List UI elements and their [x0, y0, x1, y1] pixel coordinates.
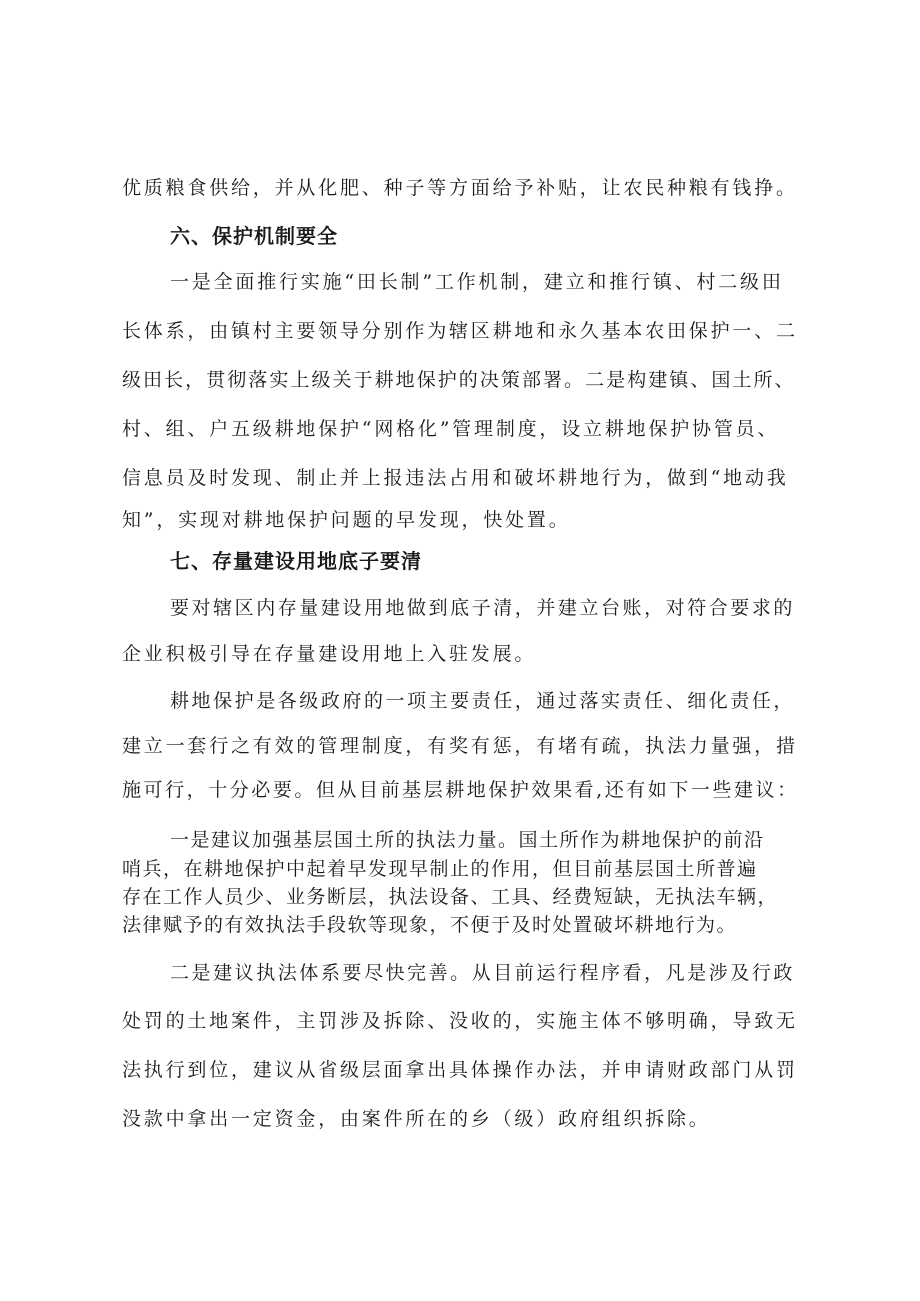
section6-heading: 六、保护机制要全	[170, 224, 338, 248]
summary-line-2: 建立一套行之有效的管理制度，有奖有惩，有堵有疏，执法力量强，措	[122, 735, 798, 757]
section7-line-2: 企业积极引导在存量建设用地上入驻发展。	[122, 643, 537, 665]
summary-line-1: 耕地保护是各级政府的一项主要责任，通过落实责任、细化责任，	[170, 690, 795, 712]
section6-line-6: 知”，实现对耕地保护问题的早发现，快处置。	[122, 509, 571, 531]
suggestion1-line-1: 一是建议加强基层国土所的执法力量。国土所作为耕地保护的前沿	[170, 829, 765, 851]
section6-line-1: 一是全面推行实施“田长制”工作机制，建立和推行镇、村二级田	[170, 271, 784, 293]
section6-line-4: 村、组、户五级耕地保护“网格化”管理制度，设立耕地保护协管员、	[122, 418, 780, 440]
suggestion2-line-3: 法执行到位，建议从省级层面拿出具体操作办法，并申请财政部门从罚	[122, 1059, 798, 1081]
suggestion1-line-4: 法律赋予的有效执法手段软等现象，不便于及时处置破坏耕地行为。	[122, 914, 738, 936]
section6-line-3: 级田长，贯彻落实上级关于耕地保护的决策部署。二是构建镇、国土所、	[122, 369, 796, 391]
section7-line-1: 要对辖区内存量建设用地做到底子清，并建立台账，对符合要求的	[170, 597, 795, 619]
section6-line-2: 长体系，由镇村主要领导分别作为辖区耕地和永久基本农田保护一、二	[122, 320, 798, 342]
section7-heading: 七、存量建设用地底子要清	[170, 549, 422, 573]
section6-line-5: 信息员及时发现、制止并上报违法占用和破坏耕地行为，做到“地动我	[122, 467, 789, 489]
suggestion1-line-2: 哨兵，在耕地保护中起着早发现早制止的作用，但目前基层国土所普遍	[122, 858, 758, 880]
suggestion2-line-1: 二是建议执法体系要尽快完善。从目前运行程序看，凡是涉及行政	[170, 962, 795, 984]
suggestion1-line-3: 存在工作人员少、业务断层，执法设备、工具、经费短缺，无执法车辆，	[122, 886, 779, 908]
intro-line-1: 优质粮食供给，并从化肥、种子等方面给予补贴，让农民种粮有钱挣。	[122, 177, 798, 199]
summary-line-3: 施可行，十分必要。但从目前基层耕地保护效果看,还有如下一些建议：	[122, 779, 799, 801]
suggestion2-line-4: 没款中拿出一定资金，由案件所在的乡（级）政府组织拆除。	[122, 1108, 711, 1130]
suggestion2-line-2: 处罚的土地案件，主罚涉及拆除、没收的，实施主体不够明确，导致无	[122, 1010, 798, 1032]
